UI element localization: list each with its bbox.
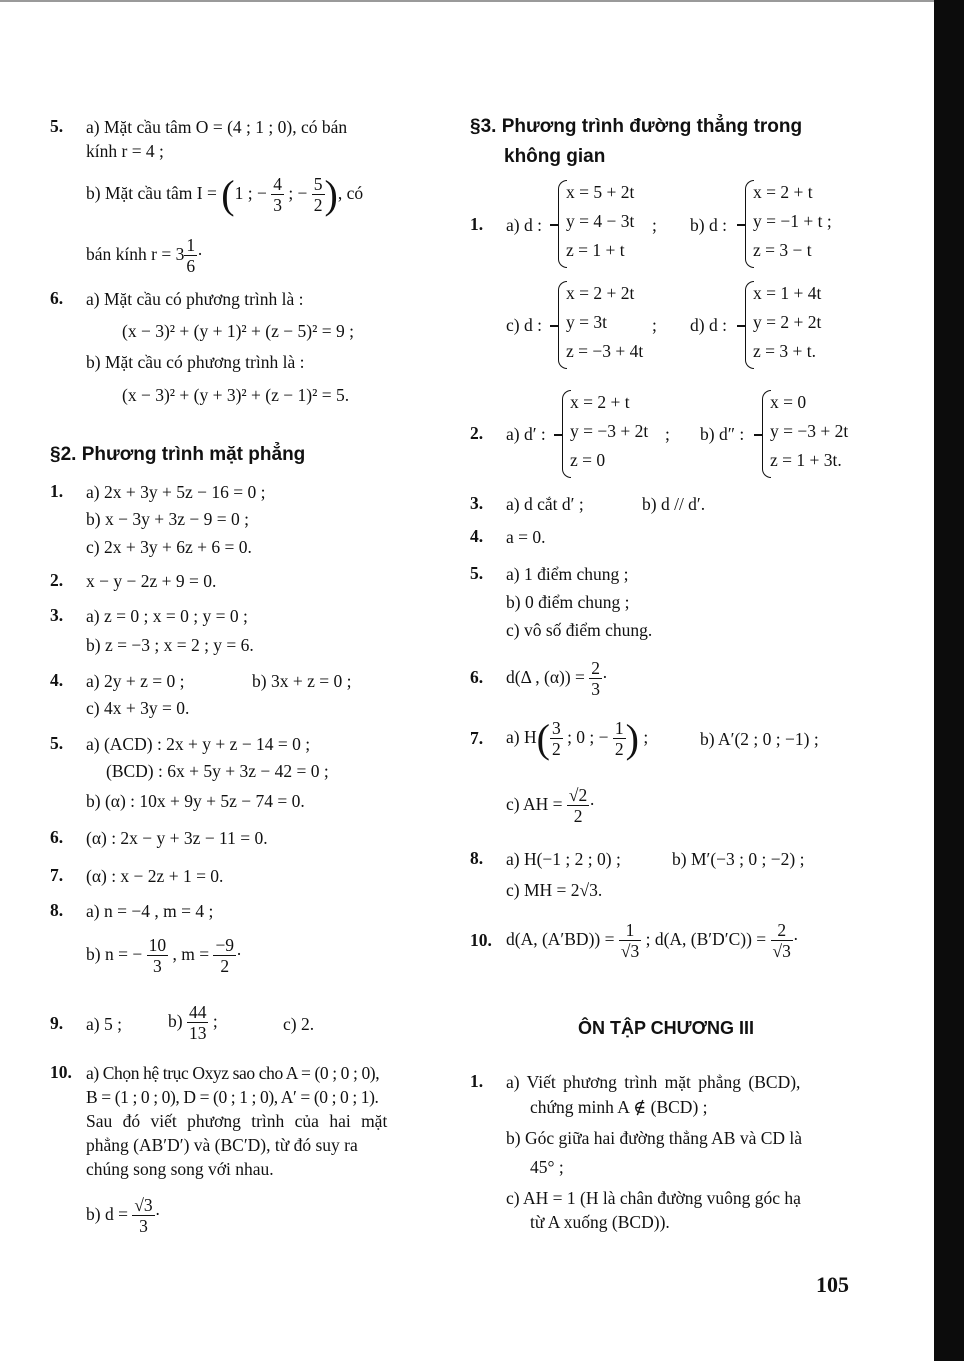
answer-formula: b) n = − $\frac{10}{3}$ , m = $\frac{-9}{2}$ · (86, 935, 242, 977)
answer-text: c) AH = 1 (H là chân đường vuông góc hạ (506, 1188, 801, 1208)
answer-text: b) Mặt cầu có phương trình là : (86, 352, 305, 372)
answer-formula: b) (α) : 10x + 9y + 5z − 74 = 0. (86, 791, 305, 811)
answer-text: a) Mặt cầu có phương trình là : (86, 289, 304, 309)
fraction: $\frac{10}{3}$ (148, 935, 167, 977)
answer-formula: c) 2x + 3y + 6z + 6 = 0. (86, 537, 252, 557)
answer-text: chứng minh A ∉ (BCD) ; (530, 1097, 708, 1117)
paren: ( (536, 715, 550, 761)
equation-system: x = 0 y = −3 + 2t z = 1 + 3t. (770, 392, 849, 470)
system-label: b) d″ : (700, 424, 745, 444)
paren: ) (625, 715, 639, 761)
answer-text: a) Mặt cầu tâm O = (4 ; 1 ; 0), có bán (86, 117, 348, 137)
answer-formula: a) z = 0 ; x = 0 ; y = 0 ; (86, 606, 248, 626)
answer-text: kính r = 4 ; (86, 141, 164, 161)
formula-text: ; (652, 315, 657, 335)
section-title: không gian (504, 146, 606, 167)
item-number: 9. (50, 1013, 64, 1033)
answer-formula: b) x − 3y + 3z − 9 = 0 ; (86, 509, 249, 529)
answer-formula: b) M′(−3 ; 0 ; −2) ; (672, 849, 805, 869)
formula-text: bán kính r = 3 (86, 244, 185, 264)
answer-text: từ A xuống (BCD)). (530, 1212, 670, 1232)
answer-text: 45° ; (530, 1157, 564, 1177)
answer-formula: c) 2. (283, 1014, 315, 1034)
answer-formula: b) z = −3 ; x = 2 ; y = 6. (86, 635, 254, 655)
item-number: 6. (470, 667, 484, 687)
item-number: 7. (50, 865, 64, 885)
answer-formula: a) 2y + z = 0 ; (86, 671, 185, 691)
answer-text: a) Chọn hệ trục Oxyz sao cho A = (0 ; 0 ; 0), (86, 1063, 380, 1083)
item-number: 8. (470, 848, 484, 868)
answer-formula: b) 3x + z = 0 ; (252, 671, 352, 691)
fraction: $\frac{1}{6}$ (186, 235, 196, 277)
fraction: $\frac{4}{3}$ (273, 174, 282, 216)
answer-text: phẳng (AB′D′) và (BC′D), từ đó suy ra (86, 1135, 358, 1155)
answer-text: a) d cắt d′ ; (506, 494, 584, 514)
answer-text: c) vô số điểm chung. (506, 620, 653, 640)
item-number: 2. (50, 570, 64, 590)
scan-edge (934, 0, 964, 1361)
top-rule (0, 0, 964, 2)
answer-formula: a) 2x + 3y + 5z − 16 = 0 ; (86, 482, 266, 502)
answer-formula: a = 0. (506, 527, 546, 547)
item-number: 3. (470, 493, 484, 513)
answer-formula: d(Δ , (α)) = $\frac{2}{3}$ · (506, 658, 608, 700)
item-number: 5. (50, 116, 64, 136)
fraction: $\frac{√2}{2}$ (568, 785, 588, 827)
formula-text: 1 ; − (234, 183, 267, 203)
fraction: $\frac{-9}{2}$ (215, 935, 235, 977)
fraction: $\frac{2}{3}$ (591, 658, 601, 700)
paren: ( (221, 171, 235, 217)
chapter-review-title: ÔN TẬP CHƯƠNG III (578, 1018, 754, 1038)
system-label: b) d : (690, 215, 727, 235)
item-number: 4. (470, 526, 484, 546)
equation-system: x = 5 + 2t y = 4 − 3t z = 1 + t (566, 182, 635, 260)
answer-formula: bán kính r = 3 $\frac{1}{6}$ · (86, 235, 203, 277)
answer-formula: a) (ACD) : 2x + y + z − 14 = 0 ; (86, 734, 311, 754)
equation-system: x = 1 + 4t y = 2 + 2t z = 3 + t. (753, 283, 822, 361)
fraction: $\frac{√3}{3}$ (134, 1195, 153, 1237)
system-label: d) d : (690, 315, 727, 335)
item-number: 5. (470, 563, 484, 583)
fraction: $\frac{1}{√3}$ (620, 920, 640, 962)
item-number: 1. (470, 214, 484, 234)
page-number: 105 (816, 1272, 849, 1297)
answer-formula: a) H(−1 ; 2 ; 0) ; (506, 849, 621, 869)
formula-text: ; (652, 215, 657, 235)
answer-formula: (α) : x − 2z + 1 = 0. (86, 866, 224, 886)
answer-formula: d(A, (A′BD)) = $\frac{1}{√3}$ ; d(A, (B′D′C)) = $\frac{2}{√3}$ · (506, 920, 799, 962)
item-number: 7. (470, 728, 484, 748)
equation-system: x = 2 + 2t y = 3t z = −3 + 4t (566, 283, 644, 361)
formula-text: ; (665, 424, 670, 444)
answer-text: b) 0 điểm chung ; (506, 592, 630, 612)
answer-formula: (BCD) : 6x + 5y + 3z − 42 = 0 ; (106, 761, 329, 781)
fraction: $\frac{1}{2}$ (614, 718, 624, 760)
answer-formula (86, 168, 363, 220)
answer-formula: b) A′(2 ; 0 ; −1) ; (700, 729, 819, 749)
fraction: $\frac{44}{13}$ (188, 1002, 207, 1044)
answer-text: chúng song song với nhau. (86, 1159, 274, 1179)
answer-formula: (x − 3)² + (y + 1)² + (z − 5)² = 9 ; (122, 321, 354, 341)
item-number: 1. (50, 481, 64, 501)
item-number: 1. (470, 1071, 484, 1091)
system-label: a) d : (506, 215, 542, 235)
item-number: 10. (50, 1062, 72, 1082)
system-label: c) d : (506, 315, 542, 335)
item-number: 2. (470, 423, 484, 443)
item-number: 5. (50, 733, 64, 753)
item-number: 6. (50, 288, 64, 308)
answer-formula: (x − 3)² + (y + 3)² + (z − 1)² = 5. (122, 385, 350, 405)
answer-formula: (α) : 2x − y + 3z − 11 = 0. (86, 828, 268, 848)
answer-formula: a) H( $\frac{3}{2}$ ; 0 ; − $\frac{1}{2}$ ) ; (506, 715, 649, 761)
answer-text: a) 1 điểm chung ; (506, 564, 629, 584)
item-number: 3. (50, 605, 64, 625)
answer-formula: c) AH = $\frac{√2}{2}$ · (506, 785, 596, 827)
answer-text: a) Viết phương trình mặt phẳng (BCD), (506, 1072, 801, 1092)
answer-formula: b) d = $\frac{√3}{3}$ · (86, 1195, 161, 1237)
section-title: §3. Phương trình đường thẳng trong (470, 116, 803, 137)
system-label: a) d′ : (506, 424, 546, 444)
fraction: $\frac{5}{2}$ (313, 174, 323, 216)
answer-formula: a) 5 ; (86, 1014, 122, 1034)
item-number: 6. (50, 827, 64, 847)
paren: ) (324, 171, 338, 217)
formula-text: ; − (288, 183, 308, 203)
answer-formula: a) n = −4 , m = 4 ; (86, 901, 214, 921)
section-title: §2. Phương trình mặt phẳng (50, 444, 306, 465)
answer-text: b) d // d′. (642, 494, 706, 514)
item-number: 10. (470, 930, 492, 950)
answer-text: B = (1 ; 0 ; 0), D = (0 ; 1 ; 0), A′ = (0 ; 0 ; 1). (86, 1087, 379, 1107)
answer-formula: b) $\frac{44}{13}$ ; (168, 1002, 218, 1044)
item-number: 8. (50, 900, 64, 920)
answer-text: b) Góc giữa hai đường thẳng AB và CD là (506, 1128, 803, 1148)
answer-text: Sau đó viết phương trình của hai mặt (86, 1111, 388, 1131)
answer-formula: c) 4x + 3y = 0. (86, 698, 190, 718)
answer-formula: c) MH = 2√3. (506, 880, 603, 900)
answer-formula: x − y − 2z + 9 = 0. (86, 571, 217, 591)
item-number: 4. (50, 670, 64, 690)
formula-text: , có (337, 183, 364, 203)
formula-text: b) Mặt cầu tâm I = (86, 183, 217, 203)
fraction: $\frac{2}{√3}$ (772, 920, 791, 962)
equation-system: x = 2 + t y = −3 + 2t z = 0 (570, 392, 649, 470)
equation-system: x = 2 + t y = −1 + t ; z = 3 − t (753, 182, 832, 260)
fraction: $\frac{3}{2}$ (551, 718, 561, 760)
